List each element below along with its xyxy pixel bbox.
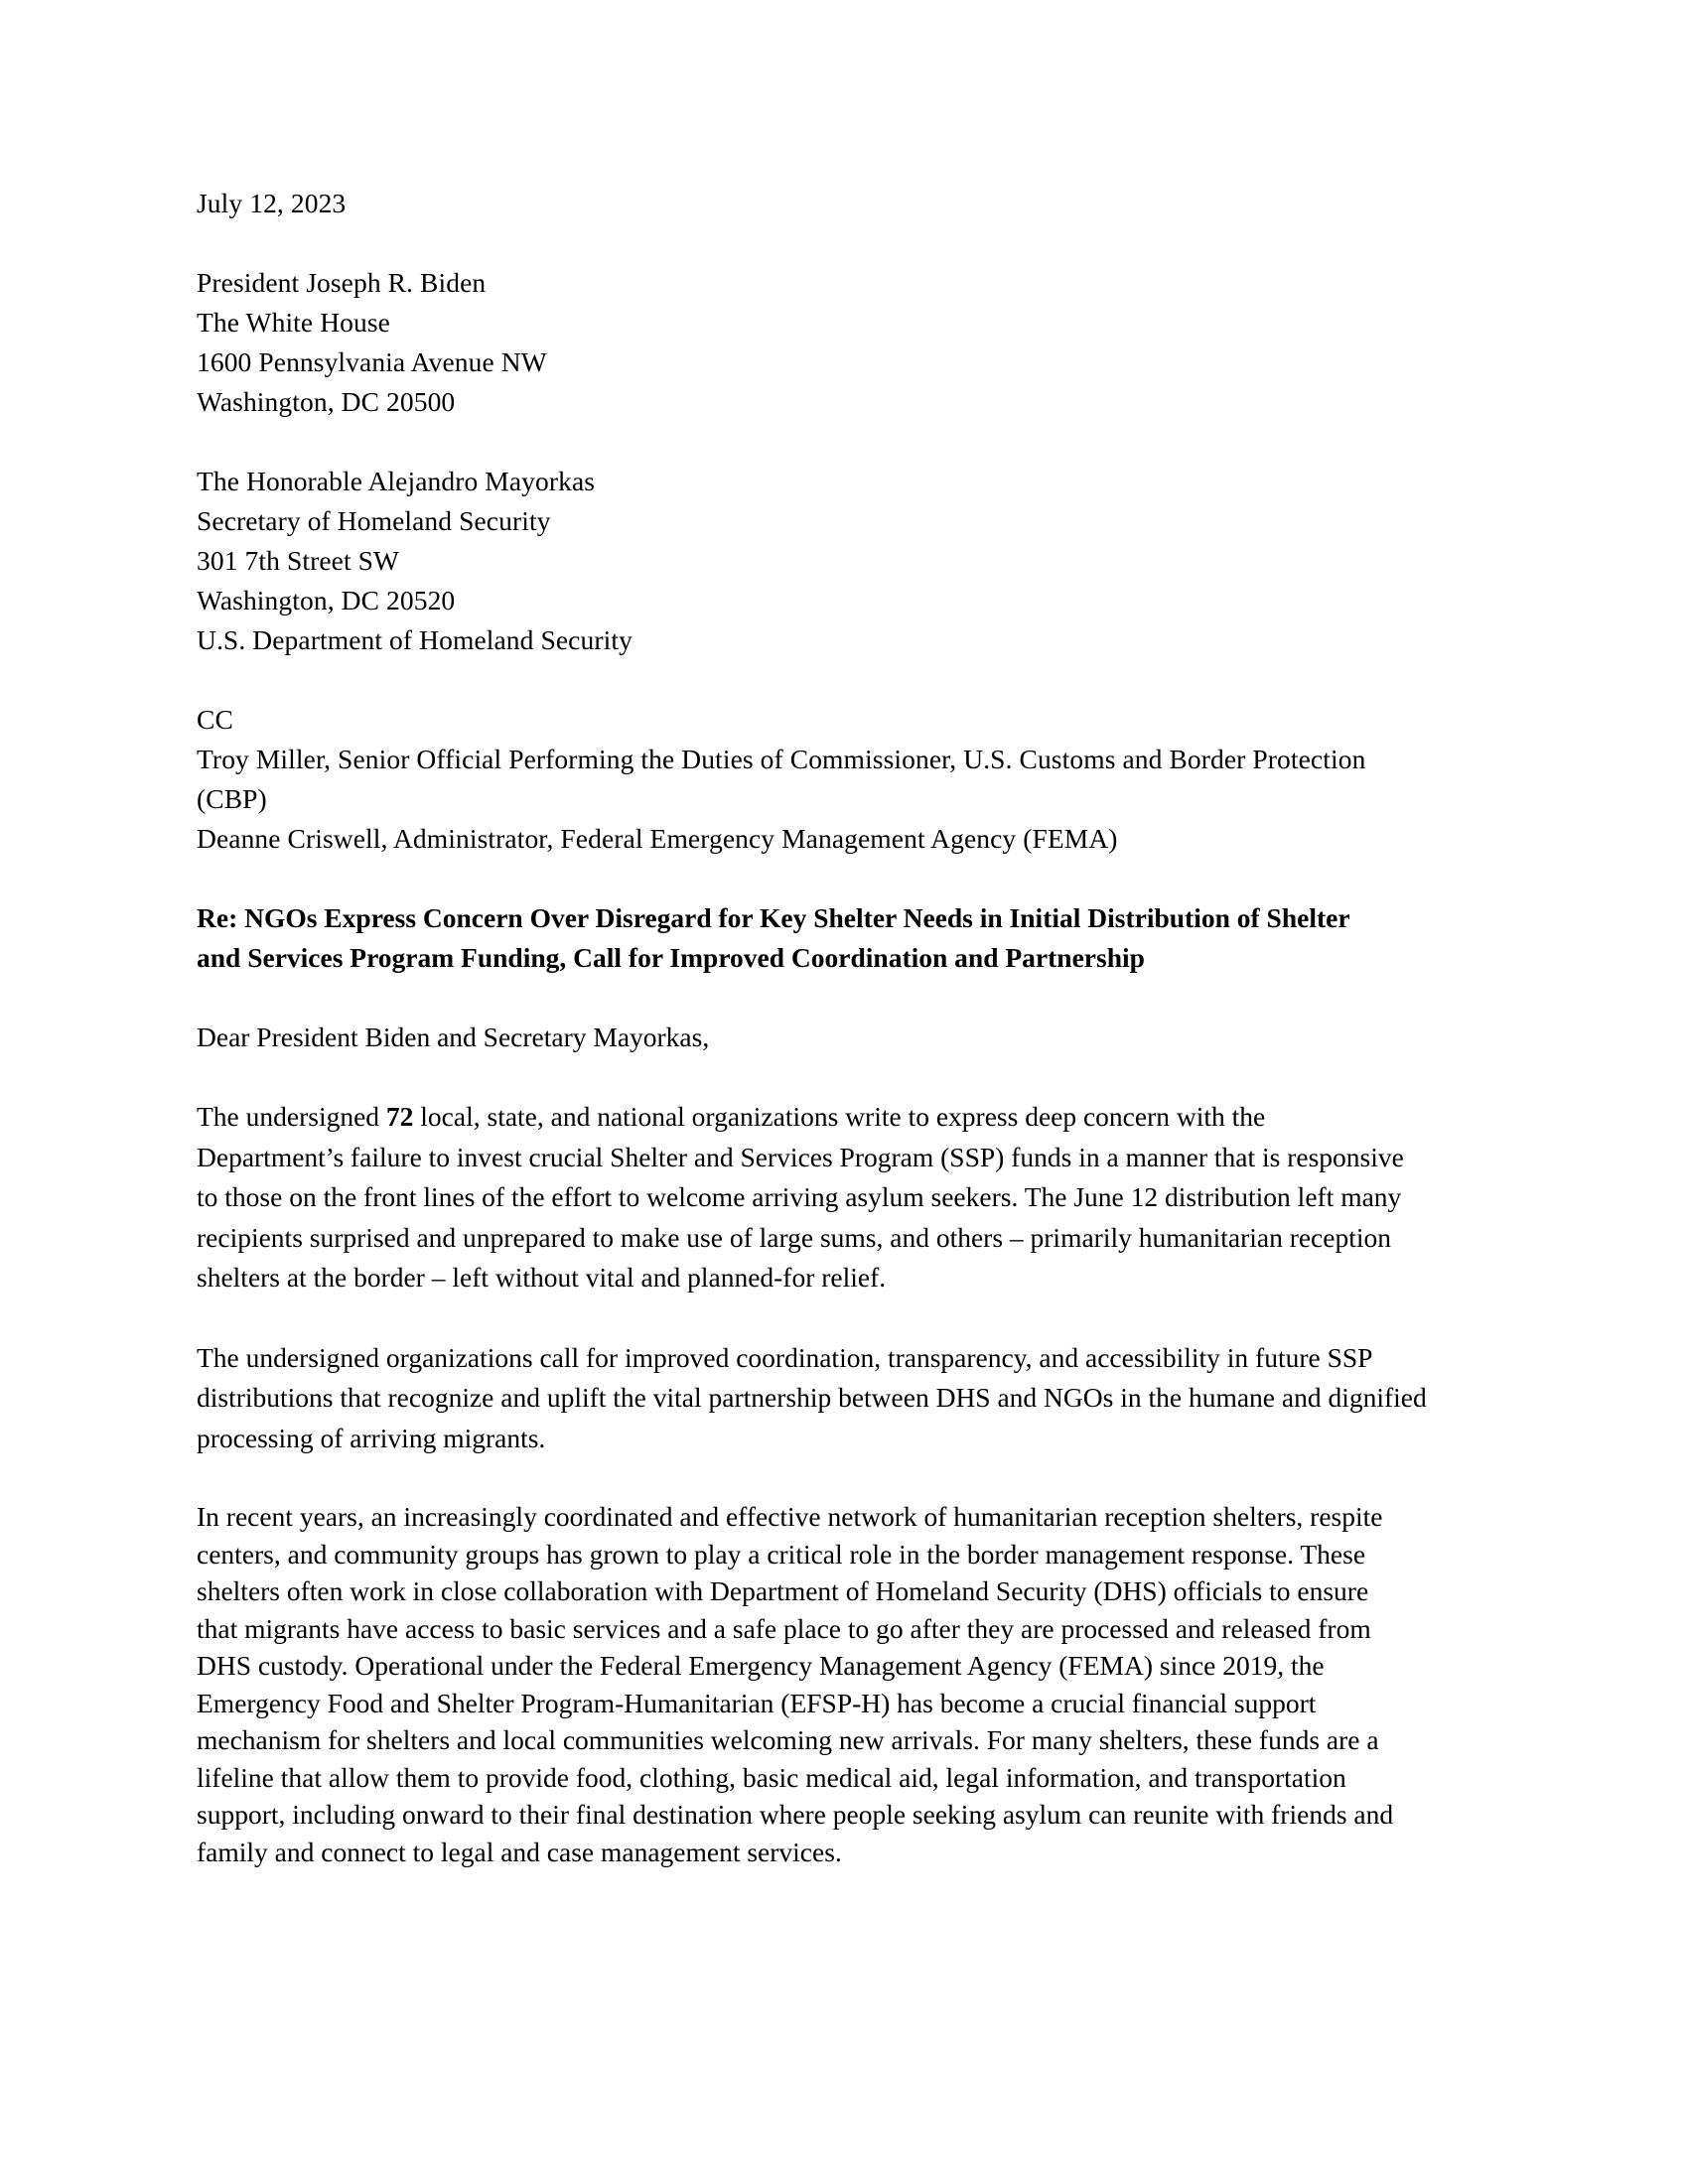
salutation: Dear President Biden and Secretary Mayorkas, xyxy=(197,1022,710,1052)
cc-label: CC xyxy=(197,704,233,735)
paragraph-1 xyxy=(197,1097,1418,1298)
primary-recipient-name: President Joseph R. Biden xyxy=(197,267,487,298)
letter-body xyxy=(197,184,1477,1910)
letter-date: July 12, 2023 xyxy=(197,188,347,218)
secondary-recipient-city: Washington, DC 20520 xyxy=(197,585,456,615)
paragraph-2: The undersigned organizations call for improved coordination, transparency, and accessibility in future SSP distributions that recognize and uplift the vital partnership between DHS and NGOs in the humane and dignified processing of arriving migrants. xyxy=(197,1341,1427,1453)
primary-recipient-org: The White House xyxy=(197,307,390,338)
cc-entry-2: Deanne Criswell, Administrator, Federal Emergency Management Agency (FEMA) xyxy=(197,823,1118,854)
paragraph-1-rest: local, state, and national organizations write to express deep concern with the Department’s failure to invest crucial Shelter and Services Program (SSP) funds in a manner that is responsive to those on the front lines of the effort to welcome arriving asylum seekers. The June 12 distribution left many recipients surprised and unprepared to make use of large sums, and others – primarily humanitarian reception shelters at the border – left without vital and planned-for relief. xyxy=(197,1101,1404,1293)
paragraph-3: In recent years, an increasingly coordinated and effective network of humanitarian reception shelters, respite centers, and community groups has grown to play a critical role in the border management response. These shelters often work in close collaboration with Department of Homeland Security (DHS) officials to ensure that migrants have access to basic services and a safe place to go after they are processed and released from DHS custody. Operational under the Federal Emergency Management Agency (FEMA) since 2019, the Emergency Food and Shelter Program-Humanitarian (EFSP-H) has become a crucial financial support mechanism for shelters and local communities welcoming new arrivals. For many shelters, these funds are a lifeline that allow them to provide food, clothing, basic medical aid, legal information, and transportation support, including onward to their final destination where people seeking asylum can reunite with friends and family and connect to legal and case management services. xyxy=(197,1501,1394,1867)
cc-entry-1: Troy Miller, Senior Official Performing the Duties of Commissioner, U.S. Customs and Border Protection (CBP) xyxy=(197,744,1373,814)
secondary-recipient-title: Secretary of Homeland Security xyxy=(197,505,551,536)
letter-date-block xyxy=(197,184,1477,223)
primary-recipient-address xyxy=(197,263,1477,422)
paragraph-1-lead: The undersigned xyxy=(197,1101,386,1132)
secondary-recipient-name: The Honorable Alejandro Mayorkas xyxy=(197,466,596,496)
primary-recipient-city: Washington, DC 20500 xyxy=(197,386,456,417)
secondary-recipient-street: 301 7th Street SW xyxy=(197,545,400,576)
organization-count: 72 xyxy=(385,1101,414,1132)
cc-block xyxy=(197,700,1477,859)
secondary-recipient-address xyxy=(197,462,1477,660)
primary-recipient-street: 1600 Pennsylvania Avenue NW xyxy=(197,346,547,377)
secondary-recipient-department: U.S. Department of Homeland Security xyxy=(197,624,633,655)
subject-line: Re: NGOs Express Concern Over Disregard for Key Shelter Needs in Initial Distribution of Shelter and Services Program Funding, Call for Improved Coordination and Partnership xyxy=(197,902,1350,973)
